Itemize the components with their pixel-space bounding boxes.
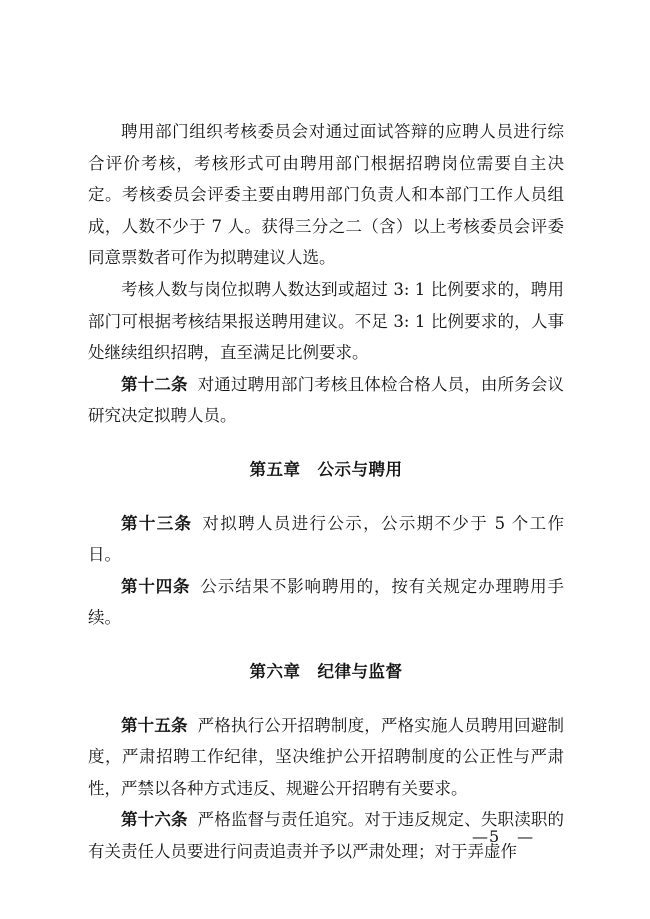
article-12 xyxy=(88,369,564,432)
article-label: 第十三条 xyxy=(121,513,193,533)
article-label: 第十二条 xyxy=(121,374,188,394)
paragraph-ratio-requirement: 考核人数与岗位拟聘人数达到或超过 3: 1 比例要求的，聘用部门可根据考核结果报送聘用建议。不足 3: 1 比例要求的，人事处继续组织招聘，直至满足比例要求。 xyxy=(88,279,564,363)
article-15 xyxy=(88,710,564,805)
article-label: 第十四条 xyxy=(121,576,191,596)
article-text: 公示结果不影响聘用的，按有关规定办理聘用手续。 xyxy=(88,576,565,628)
article-13 xyxy=(88,508,564,571)
article-14 xyxy=(88,571,564,634)
paragraph-assessment-committee: 聘用部门组织考核委员会对通过面试答辩的应聘人员进行综合评价考核，考核形式可由聘用部门根据招聘岗位需要自主决定。考核委员会评委主要由聘用部门负责人和本部门工作人员组成，人数不少于 7 人。获得三分之二（含）以上考核委员会评委同意票数者可作为拟聘建议人选。 xyxy=(88,122,564,268)
page-number: —5 — xyxy=(472,827,535,846)
chapter-heading: 第五章 公示与聘用 xyxy=(249,459,403,479)
article-text: 对通过聘用部门考核且体检合格人员，由所务会议研究决定拟聘人员。 xyxy=(88,374,565,426)
article-label: 第十五条 xyxy=(121,715,188,735)
article-text: 严格执行公开招聘制度，严格实施人员聘用回避制度，严肃招聘工作纪律，坚决维护公开招聘制度的公正性与严肃性，严禁以各种方式违反、规避公开招聘有关要求。 xyxy=(88,715,565,798)
document-body xyxy=(88,116,564,867)
article-text: 严格监督与责任追究。对于违反规定、失职渎职的有关责任人员要进行问责追责并予以严肃处理；对于弄虚作 xyxy=(88,810,565,861)
article-label: 第十六条 xyxy=(121,810,188,830)
chapter-heading: 第六章 纪律与监督 xyxy=(249,661,403,681)
article-text: 对拟聘人员进行公示，公示期不少于 5 个工作日。 xyxy=(88,513,564,565)
